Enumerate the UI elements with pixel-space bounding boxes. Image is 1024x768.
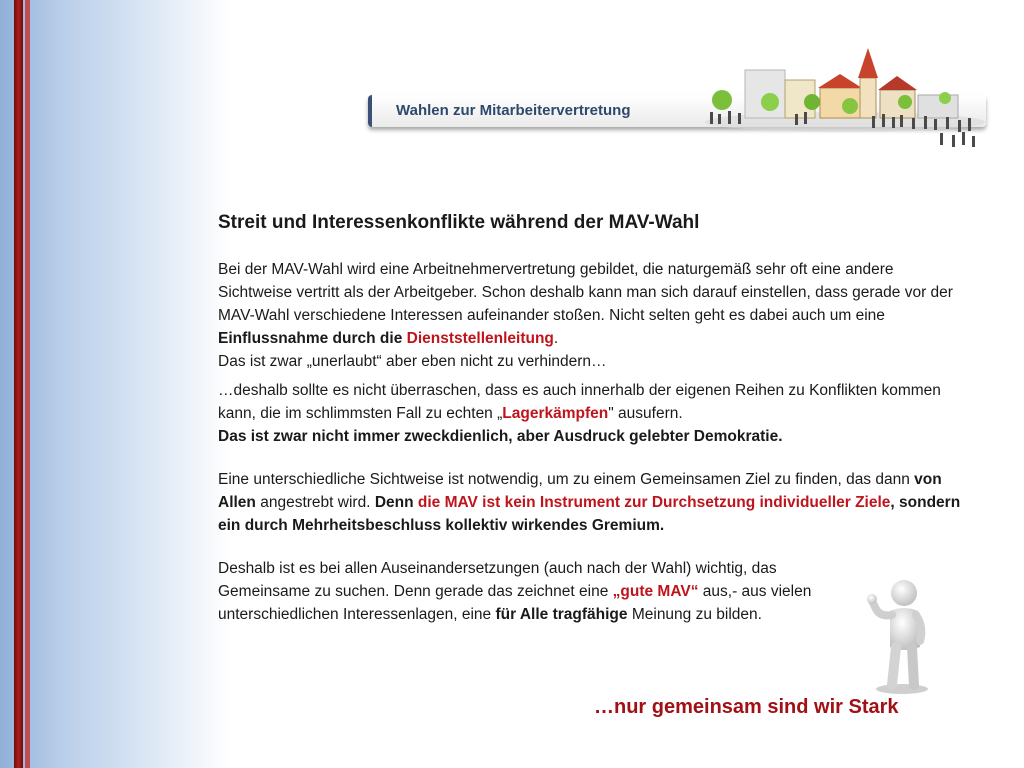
p3-text-a: Eine unterschiedliche Sichtweise ist notwendig, um zu einem Gemeinsamen Ziel zu finden, das dann — [218, 471, 915, 488]
left-decor-panel — [0, 0, 230, 768]
p3-text-c: angestrebt wird. — [255, 494, 375, 511]
p1-bold: Einflussnahme durch die — [218, 330, 407, 347]
banner-title: Wahlen zur Mitarbeitervertretung — [396, 102, 631, 119]
p2-bold: Das ist zwar nicht immer zweckdienlich, aber Ausdruck gelebter Demokratie. — [218, 428, 783, 445]
p3-bold-d: Denn — [374, 494, 418, 511]
paragraph-2 — [218, 379, 968, 448]
paragraph-4 — [218, 557, 868, 626]
p4-highlight: „gute MAV“ — [612, 583, 699, 600]
p3-highlight: die MAV ist kein Instrument zur Durchsetzung individueller Ziele — [417, 494, 891, 511]
page-heading: Streit und Interessenkonflikte während der MAV-Wahl — [218, 212, 700, 233]
thumbs-up-figure — [862, 575, 937, 695]
p1-text-a: Bei der MAV-Wahl wird eine Arbeitnehmervertretung gebildet, die naturgemäß sehr oft eine andere Sichtweise vertritt als der Arbeitgeber. Schon deshalb kann man sich darauf einstellen, dass gerade vor der MAV-Wahl verschiedene Interessen aufeinander stoßen. Nicht selten geht es dabei auch um eine — [218, 261, 953, 324]
p1-text-e: Das ist zwar „unerlaubt“ aber eben nicht zu verhindern… — [218, 353, 607, 370]
paragraph-1 — [218, 258, 968, 373]
p3-bold-a: von Allen — [218, 471, 942, 511]
p4-bold: für Alle tragfähige — [495, 606, 628, 623]
p4-text-a: Deshalb ist es bei allen Auseinandersetzungen (auch nach der Wahl) wichtig, das Gemeinsame zu suchen. Denn gerade das zeichnet eine — [218, 560, 777, 600]
left-red-stripe — [14, 0, 23, 768]
paragraph-3 — [218, 468, 968, 537]
main-content — [218, 210, 968, 626]
p2-text-c: " ausufern. — [608, 405, 683, 422]
slogan: …nur gemeinsam sind wir Stark — [594, 696, 899, 718]
p4-text-e: Meinung zu bilden. — [627, 606, 762, 623]
left-red-stripe-light — [25, 0, 30, 768]
p1-text-d: . — [553, 330, 559, 347]
banner-accent — [368, 95, 372, 127]
p2-highlight: Lagerkämpfen — [502, 405, 609, 422]
p1-highlight: Dienststellenleitung — [406, 330, 554, 347]
town-illustration — [700, 40, 990, 155]
p4-text-c: aus,- aus vielen unterschiedlichen Interessenlagen, eine — [218, 583, 812, 623]
p3-bold-f: , sondern ein durch Mehrheitsbeschluss kollektiv wirkendes Gremium. — [218, 494, 961, 534]
p2-text-a: …deshalb sollte es nicht überraschen, dass es auch innerhalb der eigenen Reihen zu Konflikten kommen kann, die im schlimmsten Fall zu echten „ — [218, 382, 941, 422]
